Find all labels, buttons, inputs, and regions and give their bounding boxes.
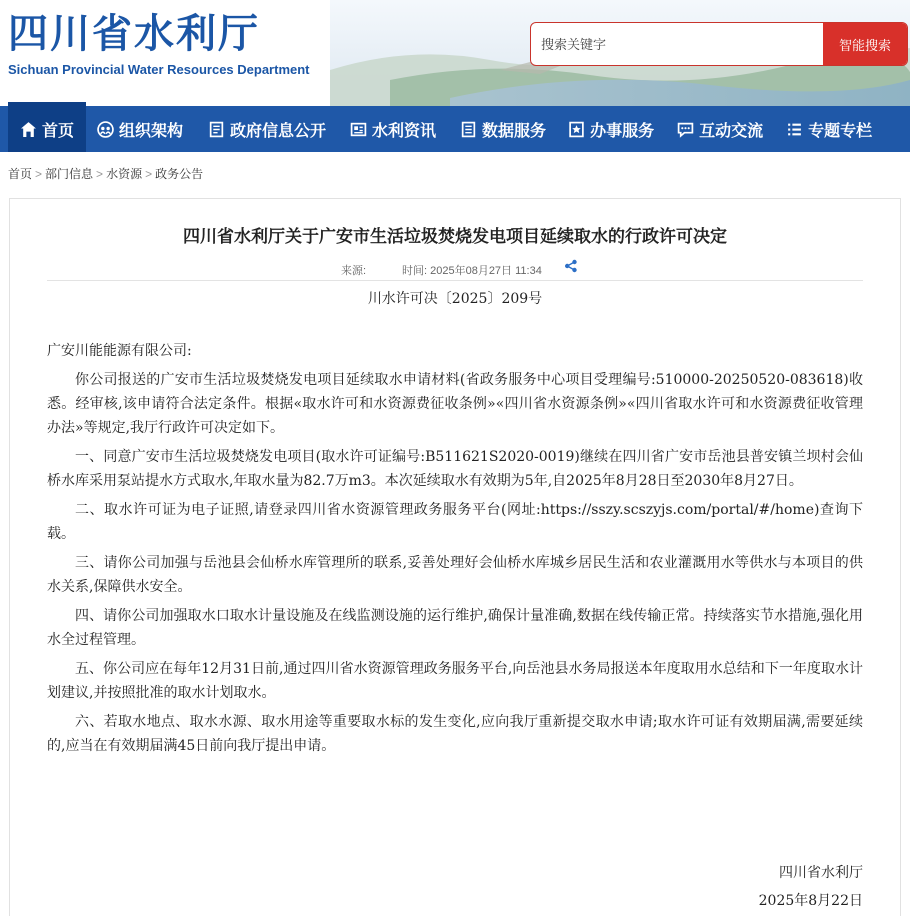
nav-item-label: 专题专栏 [808, 122, 873, 140]
paragraph-item-6: 六、若取水地点、取水水源、取水用途等重要取水标的发生变化,应向我厅重新提交取水申请;取水许可证有效期届满,需要延续的,应当在有效期届满45日前向我厅提出申请。 [47, 714, 863, 754]
addressee: 广安川能能源有限公司: [47, 343, 192, 359]
paragraph-item-1: 一、同意广安市生活垃圾焚烧发电项目(取水许可证编号:B511621S2020-0019)继续在四川省广安市岳池县普安镇兰坝村会仙桥水库采用泵站提水方式取水,年取水量为82.7万m3。本次延续取水有效期为5年,自2025年8月28日至2030年8月27日。 [47, 449, 863, 489]
site-logo-subtitle: Sichuan Provincial Water Resources Department [8, 62, 310, 77]
nav-item-home[interactable] [8, 106, 86, 152]
paragraph-intro: 你公司报送的广安市生活垃圾焚烧发电项目延续取水申请材料(省政务服务中心项目受理编号:510000-20250520-083618)收悉。经审核,该申请符合法定条件。根据«取水许可和水资源费征收条例»«四川省水资源条例»«四川省取水许可和水资源费征收管理办法»等规定,我厅行政许可决定如下。 [47, 372, 863, 436]
breadcrumb-water-resources[interactable]: 水资源 [106, 167, 143, 181]
chat-icon [677, 121, 694, 138]
nav-item-gov-info[interactable] [208, 106, 326, 152]
paragraph-item-2: 二、取水许可证为电子证照,请登录四川省水资源管理政务服务平台(网址:https://sszy.scszyjs.com/portal/#/home)查询下载。 [47, 502, 863, 542]
signature-org: 四川省水利厅 [779, 865, 863, 881]
nav-item-label: 水利资讯 [372, 122, 437, 140]
nav-item-interaction[interactable] [677, 106, 763, 152]
document-icon [208, 121, 225, 138]
nav-item-label: 组织架构 [119, 122, 184, 140]
nav-item-label: 政府信息公开 [230, 122, 327, 140]
breadcrumb-separator: > [96, 167, 104, 181]
site-logo-title[interactable]: 四川省水利厅 [8, 11, 260, 57]
article-source: 来源: [341, 265, 367, 277]
article-time: 时间: 2025年08月27日 11:34 [402, 265, 542, 277]
breadcrumb-dept-info[interactable]: 部门信息 [45, 167, 94, 181]
data-icon [460, 121, 477, 138]
nav-item-label: 办事服务 [590, 122, 655, 140]
org-icon [97, 121, 114, 138]
home-icon [20, 121, 37, 138]
breadcrumb [8, 165, 203, 182]
nav-item-label: 数据服务 [482, 122, 547, 140]
site-header [0, 0, 910, 106]
document-number: 川水许可决〔2025〕209号 [367, 291, 543, 307]
search-box [530, 22, 908, 66]
nav-item-services[interactable] [568, 106, 654, 152]
smart-search-button[interactable]: 智能搜索 [823, 23, 907, 65]
paragraph-item-5: 五、你公司应在每年12月31日前,通过四川省水资源管理政务服务平台,向岳池县水务局报送本年度取用水总结和下一年度取水计划建议,并按照批准的取水计划取水。 [47, 661, 863, 701]
list-icon [786, 121, 803, 138]
search-input[interactable] [531, 23, 823, 65]
service-icon [568, 121, 585, 138]
news-icon [350, 121, 367, 138]
nav-item-label: 互动交流 [699, 122, 764, 140]
breadcrumb-separator: > [145, 167, 153, 181]
nav-item-water-news[interactable] [350, 106, 436, 152]
article-body [47, 339, 863, 763]
breadcrumb-home[interactable]: 首页 [8, 167, 33, 181]
signature-date: 2025年8月22日 [758, 893, 863, 909]
meta-divider [47, 280, 863, 281]
breadcrumb-announcements[interactable]: 政务公告 [155, 167, 204, 181]
paragraph-item-4: 四、请你公司加强取水口取水计量设施及在线监测设施的运行维护,确保计量准确,数据在线传输正常。持续落实节水措施,强化用水全过程管理。 [47, 608, 863, 648]
nav-item-label: 首页 [41, 122, 74, 140]
share-icon[interactable] [564, 259, 578, 273]
nav-item-topics[interactable] [786, 106, 872, 152]
nav-item-organization[interactable] [97, 106, 183, 152]
article-title: 四川省水利厅关于广安市生活垃圾焚烧发电项目延续取水的行政许可决定 [183, 227, 727, 247]
nav-item-data-service[interactable] [460, 106, 546, 152]
breadcrumb-separator: > [35, 167, 43, 181]
main-nav [0, 106, 910, 152]
paragraph-item-3: 三、请你公司加强与岳池县会仙桥水库管理所的联系,妥善处理好会仙桥水库城乡居民生活和农业灌溉用水等供水与本项目的供水关系,保障供水安全。 [47, 555, 863, 595]
